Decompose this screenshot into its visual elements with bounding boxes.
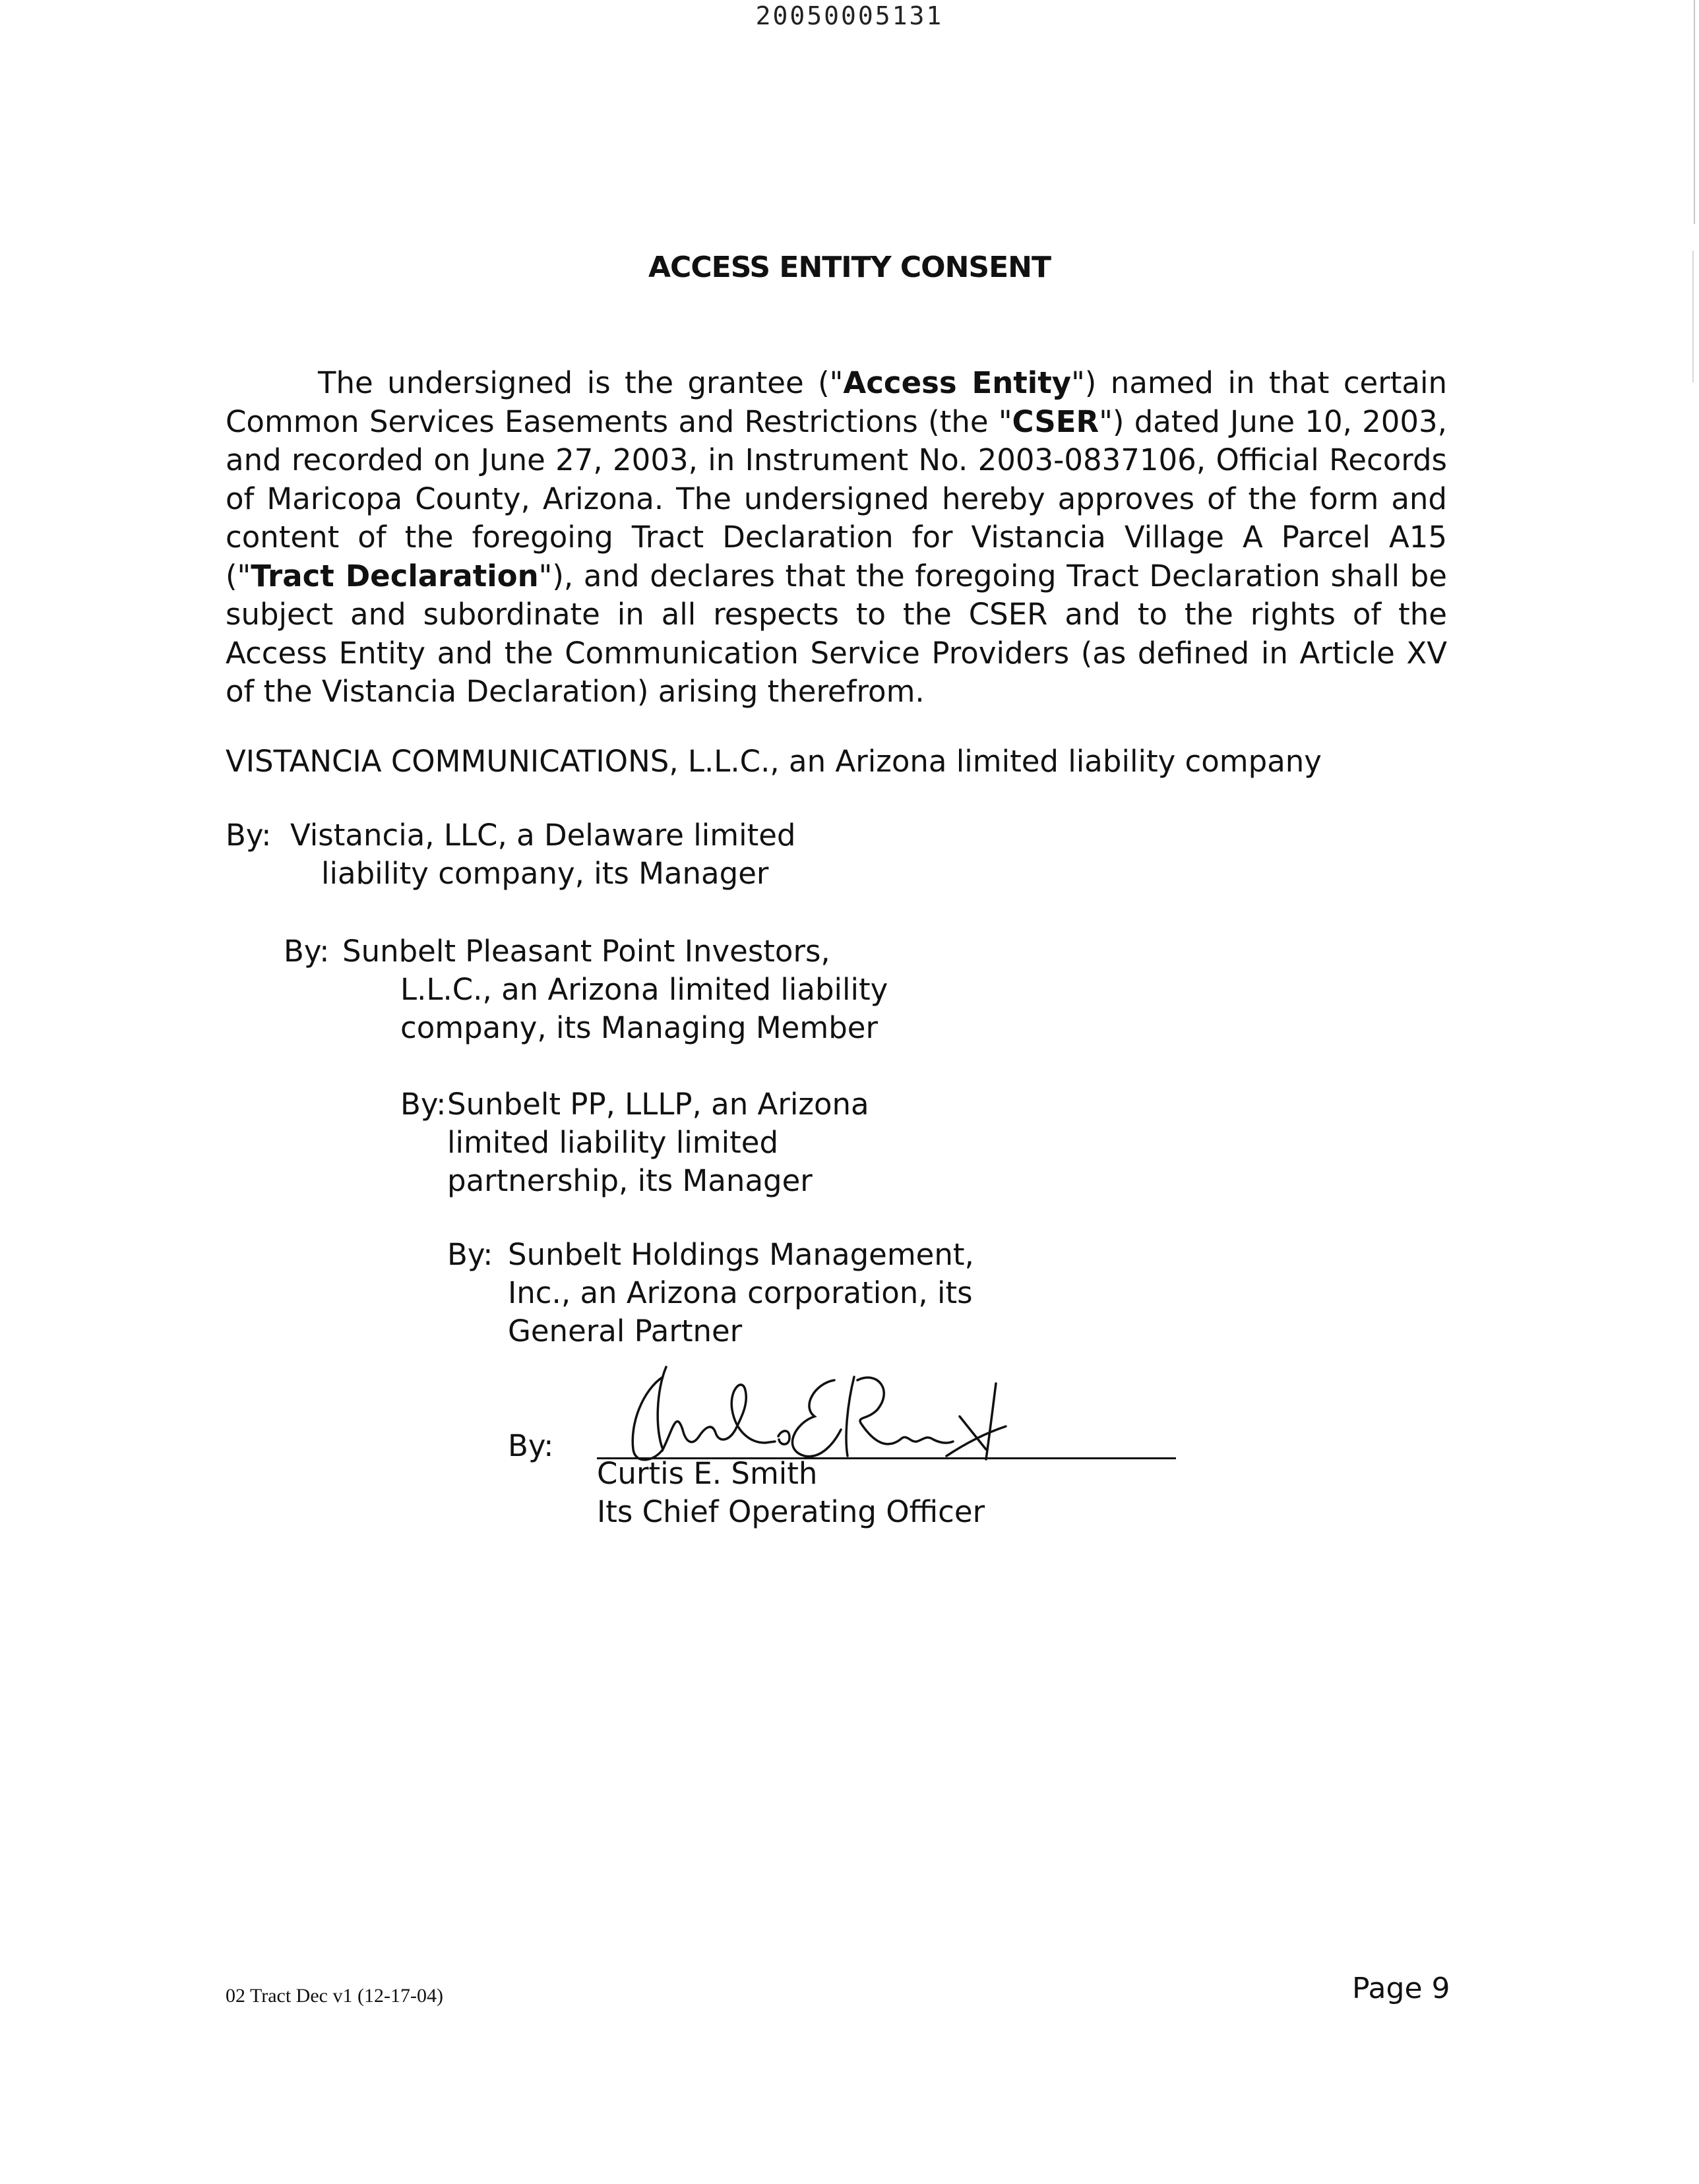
term-tract-declaration: Tract Declaration — [251, 558, 539, 593]
page-number: Page 9 — [1352, 1972, 1450, 2005]
term-access-entity: Access Entity — [843, 365, 1072, 400]
by-label: By: — [508, 1428, 554, 1463]
level4-line: Sunbelt Holdings Management, — [508, 1237, 974, 1272]
term-cser: CSER — [1012, 404, 1099, 439]
company-name: VISTANCIA COMMUNICATIONS, L.L.C., an Arizona limited liability company — [226, 744, 1322, 779]
level3-line: limited liability limited — [447, 1125, 779, 1160]
level2-line: L.L.C., an Arizona limited liability — [400, 972, 888, 1007]
footer-doc-ref: 02 Tract Dec v1 (12-17-04) — [226, 1985, 443, 2007]
level2-line: Sunbelt Pleasant Point Investors, — [342, 934, 830, 969]
scan-edge-mark — [1694, 0, 1695, 224]
by-label: By: — [400, 1087, 447, 1122]
level1-line: liability company, its Manager — [321, 856, 769, 891]
document-number: 20050005131 — [755, 1, 944, 30]
consent-paragraph: The undersigned is the grantee ("Access Entity") named in that certain Common Services Easements and Restrictions (the "CSER") dated June 10, 2003, and recorded on June 27, 2003, in Instrument No. 2003-0837106, Official Records of Maricopa County, Arizona. The undersigned hereby approves of the form and content of the foregoing Tract Declaration for Vistancia Village A Parcel A15 ("Tract Declaration"), and declares that the foregoing Tract Declaration shall be subject and subordinate in all respects to the CSER and to the rights of the Access Entity and the Communication Service Providers (as defined in Article XV of the Vistancia Declaration) arising therefrom. — [226, 365, 1447, 709]
handwritten-signature — [617, 1350, 1026, 1469]
level4-line: Inc., an Arizona corporation, its — [508, 1275, 973, 1310]
signer-title: Its Chief Operating Officer — [597, 1494, 985, 1529]
by-label: By: — [284, 934, 330, 969]
by-label: By: — [447, 1237, 493, 1272]
level1-line: Vistancia, LLC, a Delaware limited — [290, 818, 796, 853]
level4-line: General Partner — [508, 1314, 743, 1349]
by-label: By: — [226, 818, 272, 853]
page-title: ACCESS ENTITY CONSENT — [648, 251, 1051, 284]
level3-line: partnership, its Manager — [447, 1163, 813, 1198]
signer-name: Curtis E. Smith — [597, 1456, 818, 1491]
level3-line: Sunbelt PP, LLLP, an Arizona — [447, 1087, 869, 1122]
level2-line: company, its Managing Member — [400, 1010, 878, 1045]
